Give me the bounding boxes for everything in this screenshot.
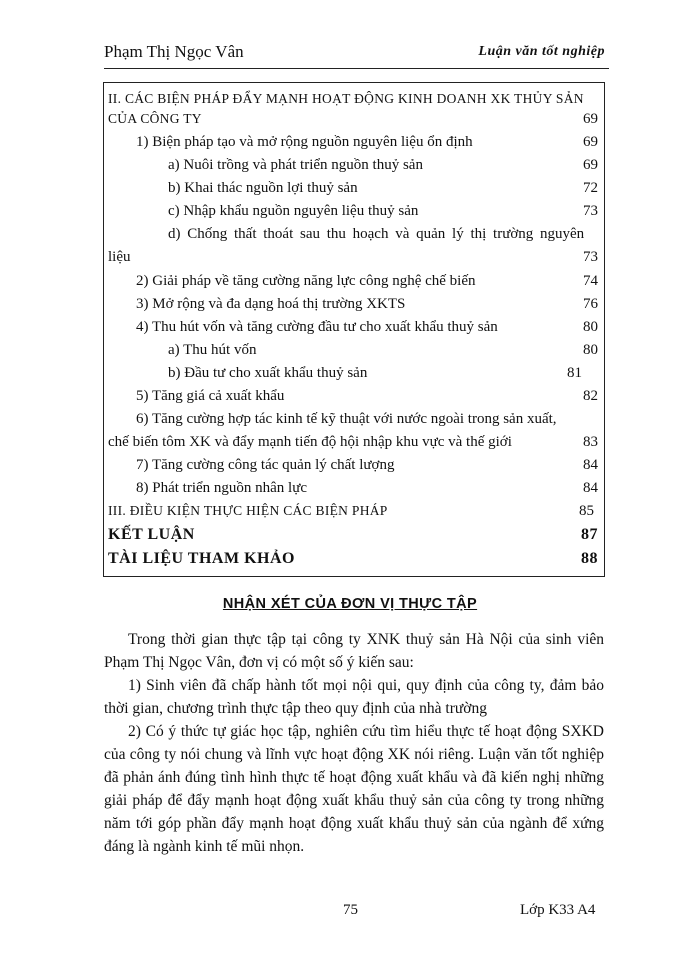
remarks-item-1: 1) Sinh viên đã chấp hành tốt mọi nội qui, quy định của công ty, đảm bảo thời gian, chương trình thực tập theo quy định của nhà trường bbox=[104, 677, 604, 717]
toc-text: 1) Biện pháp tạo và mở rộng nguồn nguyên liệu ổn định bbox=[136, 134, 473, 150]
toc-page: 82 bbox=[583, 388, 598, 404]
toc-page: 69 bbox=[583, 111, 598, 127]
footer-class-label: Lớp K33 A4 bbox=[520, 902, 596, 918]
toc-page: 84 bbox=[583, 480, 598, 496]
toc-text: b) Khai thác nguồn lợi thuỷ sản bbox=[168, 180, 358, 196]
toc-text: 4) Thu hút vốn và tăng cường đầu tư cho xuất khẩu thuỷ sản bbox=[136, 319, 498, 335]
remarks-title: NHẬN XÉT CỦA ĐƠN VỊ THỰC TẬP bbox=[222, 596, 478, 612]
toc-text: c) Nhập khẩu nguồn nguyên liệu thuỷ sản bbox=[168, 203, 419, 219]
toc-text: CỦA CÔNG TY bbox=[108, 111, 202, 126]
remarks-body bbox=[104, 628, 604, 858]
toc-text: a) Thu hút vốn bbox=[168, 342, 257, 358]
toc-page: 87 bbox=[581, 526, 598, 543]
toc-page: 73 bbox=[583, 203, 598, 219]
toc-text: II. CÁC BIỆN PHÁP ĐẨY MẠNH HOẠT ĐỘNG KINH DOANH XK THỦY SẢN bbox=[108, 91, 584, 106]
toc-text: TÀI LIỆU THAM KHẢO bbox=[108, 550, 295, 567]
toc-text: liệu bbox=[108, 249, 131, 265]
toc-page: 69 bbox=[583, 134, 598, 150]
toc-text: d) Chống thất thoát sau thu hoạch và quản lý thị trường nguyên bbox=[168, 226, 585, 242]
toc-text: KẾT LUẬN bbox=[108, 526, 195, 543]
toc-text: 3) Mở rộng và đa dạng hoá thị trường XKTS bbox=[136, 296, 406, 312]
toc-page: 80 bbox=[583, 342, 598, 358]
toc-page: 69 bbox=[583, 157, 598, 173]
toc-page: 81 bbox=[567, 365, 582, 381]
toc-page: 88 bbox=[581, 550, 598, 567]
toc-page: 83 bbox=[583, 434, 598, 450]
toc-text: III. ĐIỀU KIỆN THỰC HIỆN CÁC BIỆN PHÁP bbox=[108, 503, 388, 518]
page-number: 75 bbox=[343, 902, 358, 918]
header-thesis-label: Luận văn tốt nghiệp bbox=[478, 44, 605, 59]
toc-text: b) Đầu tư cho xuất khẩu thuỷ sản bbox=[168, 365, 368, 381]
toc-page: 73 bbox=[583, 249, 598, 265]
toc-page: 76 bbox=[583, 296, 598, 312]
table-of-contents bbox=[103, 82, 605, 577]
toc-text: 8) Phát triển nguồn nhân lực bbox=[136, 480, 308, 496]
toc-text: 2) Giải pháp về tăng cường năng lực công nghệ chế biến bbox=[136, 273, 476, 289]
header-author: Phạm Thị Ngọc Vân bbox=[104, 42, 244, 61]
toc-text: 6) Tăng cường hợp tác kinh tế kỹ thuật với nước ngoài trong sản xuất, bbox=[136, 411, 557, 427]
toc-page: 74 bbox=[583, 273, 598, 289]
toc-page: 72 bbox=[583, 180, 598, 196]
toc-text: a) Nuôi trồng và phát triển nguồn thuỷ sản bbox=[168, 157, 423, 173]
remarks-intro: Trong thời gian thực tập tại công ty XNK thuỷ sản Hà Nội của sinh viên Phạm Thị Ngọc Vân, đơn vị có một số ý kiến sau: bbox=[104, 631, 604, 671]
toc-text: 7) Tăng cường công tác quản lý chất lượng bbox=[136, 457, 395, 473]
page-header bbox=[104, 36, 609, 69]
toc-page: 80 bbox=[583, 319, 598, 335]
toc-page: 84 bbox=[583, 457, 598, 473]
remarks-item-2: 2) Có ý thức tự giác học tập, nghiên cứu tìm hiểu thực tế hoạt động SXKD của công ty nói chung và lĩnh vực hoạt động XK nói riêng. Luận văn tốt nghiệp đã phản ánh đúng tình hình thực tế hoạt động xuất khẩu và đã kiến nghị những giải pháp để đẩy mạnh hoạt động xuất khẩu thuỷ sản của công ty trong những năm tới góp phần đẩy mạnh hoạt động xuất khẩu thuỷ sản của ngành để xứng đáng là ngành kinh tế mũi nhọn. bbox=[104, 723, 604, 855]
toc-text: chế biến tôm XK và đẩy mạnh tiến độ hội nhập khu vực và thế giới bbox=[108, 434, 512, 450]
toc-page: 85 bbox=[579, 503, 594, 519]
toc-text: 5) Tăng giá cả xuất khẩu bbox=[136, 388, 285, 404]
